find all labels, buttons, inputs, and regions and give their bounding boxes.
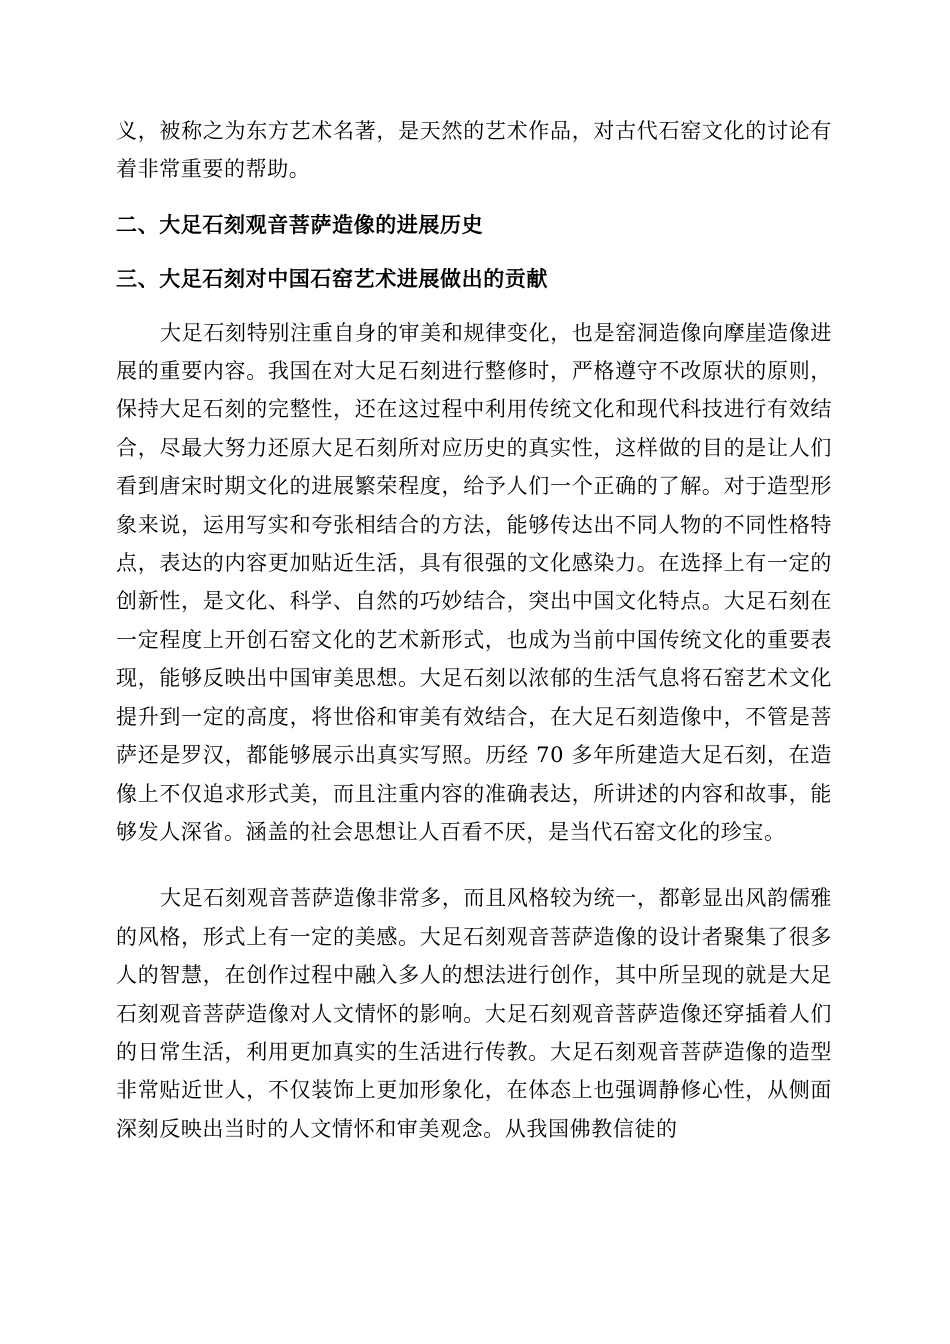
intro-paragraph: 义，被称之为东方艺术名著，是天然的艺术作品，对古代石窑文化的讨论有着非常重要的帮助。 (116, 119, 832, 182)
section-heading-3: 三、大足石刻对中国石窑艺术进展做出的贡献 (116, 266, 548, 292)
document-body (116, 112, 832, 1148)
section-heading-2: 二、大足石刻观音菩萨造像的进展历史 (116, 211, 484, 237)
body-paragraph-2: 大足石刻观音菩萨造像非常多，而且风格较为统一，都彰显出风韵儒雅的风格，形式上有一定的美感。大足石刻观音菩萨造像的设计者聚集了很多人的智慧，在创作过程中融入多人的想法进行创作，其中所呈现的就是大足石刻观音菩萨造像对人文情怀的影响。大足石刻观音菩萨造像还穿插着人们的日常生活，利用更加真实的生活进行传教。大足石刻观音菩萨造像的造型非常贴近世人，不仅装饰上更加形象化，在体态上也强调静修心性，从侧面深刻反映出当时的人文情怀和审美观念。从我国佛教信徒的 (116, 886, 832, 1141)
body-paragraph-1: 大足石刻特别注重自身的审美和规律变化，也是窑洞造像向摩崖造像进展的重要内容。我国在对大足石刻进行整修时，严格遵守不改原状的原则，保持大足石刻的完整性，还在这过程中利用传统文化和现代科技进行有效结合，尽最大努力还原大足石刻所对应历史的真实性，这样做的目的是让人们看到唐宋时期文化的进展繁荣程度，给予人们一个正确的了解。对于造型形象来说，运用写实和夸张相结合的方法，能够传达出不同人物的不同性格特点，表达的内容更加贴近生活，具有很强的文化感染力。在选择上有一定的创新性，是文化、科学、自然的巧妙结合，突出中国文化特点。大足石刻在一定程度上开创石窑文化的艺术新形式，也成为当前中国传统文化的重要表现，能够反映出中国审美思想。大足石刻以浓郁的生活气息将石窑艺术文化提升到一定的高度，将世俗和审美有效结合，在大足石刻造像中，不管是菩萨还是罗汉，都能够展示出真实写照。历经 70 多年所建造大足石刻，在造像上不仅追求形式美，而且注重内容的准确表达，所讲述的内容和故事，能够发人深省。涵盖的社会思想让人百看不厌，是当代石窑文化的珍宝。 (116, 320, 832, 844)
